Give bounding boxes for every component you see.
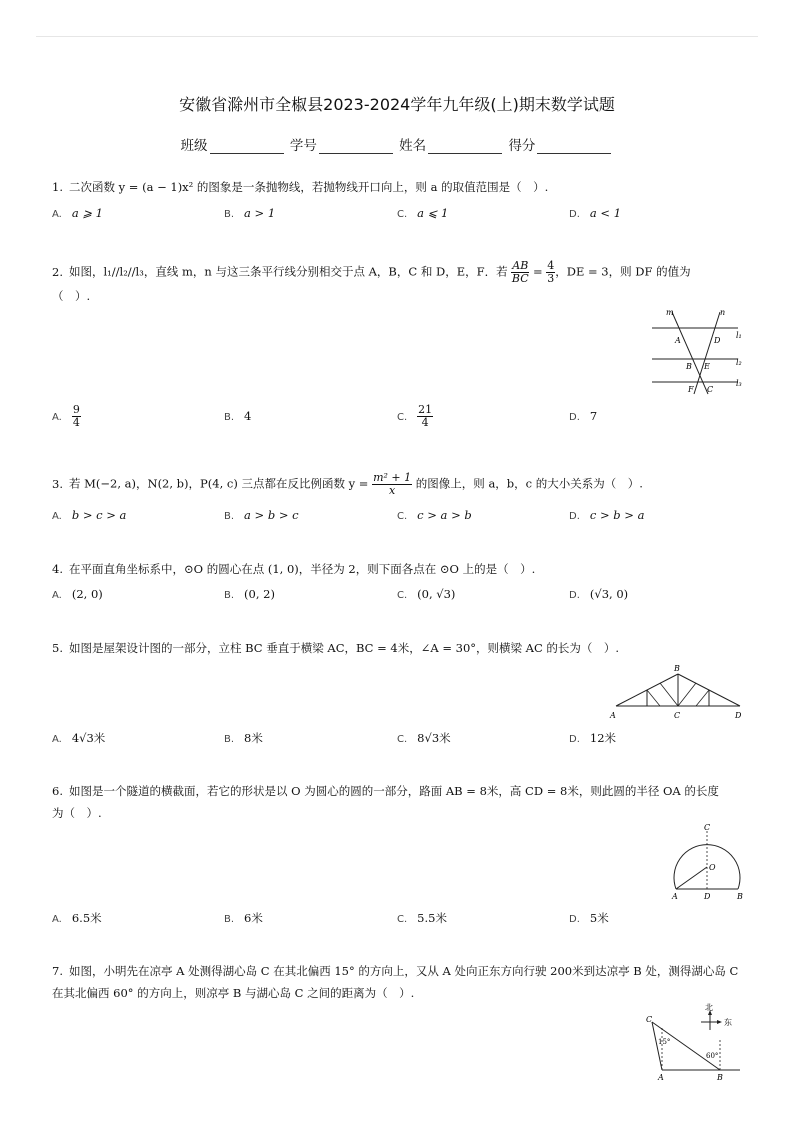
label-c: C — [674, 711, 681, 720]
question-1 — [52, 176, 742, 198]
label-l2: l₂ — [736, 358, 742, 367]
page-title: 安徽省滁州市全椒县2023-2024学年九年级(上)期末数学试题 — [179, 95, 615, 114]
label-a: A — [658, 1073, 664, 1082]
option-c[interactable]: C. 5.5米 — [397, 911, 447, 925]
label-c: C — [704, 823, 711, 832]
question-text-part3: （ ）. — [52, 289, 91, 303]
question-text-part1: 若 M(−2, a)，N(2, b)，P(4, c) 三点都在反比例函数 y = — [68, 476, 369, 491]
option-c[interactable]: C. $\frac{21}{4}$ — [397, 403, 433, 429]
question-text: 在平面直角坐标系中，⊙O 的圆心在点 (1, 0)，半径为 2，则下面各点在 ⊙O 上的是（ ）. — [68, 562, 536, 576]
option-d[interactable]: D. 7 — [569, 409, 598, 423]
brace-1 — [647, 690, 660, 706]
label-m: m — [666, 308, 674, 317]
option-b[interactable]: B. a > b > c — [224, 508, 299, 522]
option-b[interactable]: B. 8米 — [224, 731, 263, 745]
question-number: 4. — [52, 562, 63, 576]
radius-oa — [676, 867, 707, 889]
question-number: 7. — [52, 964, 63, 978]
option-a[interactable]: A. a ⩾ 1 — [52, 206, 103, 220]
tunnel-circle-figure — [664, 822, 750, 902]
label-l3: l₃ — [736, 379, 742, 388]
option-b[interactable]: B. (0, 2) — [224, 587, 275, 601]
option-c[interactable]: C. c > a > b — [397, 508, 472, 522]
option-d[interactable]: D. a < 1 — [569, 206, 622, 220]
ratio-ab-bc: $\frac{AB}{BC}$ — [511, 259, 529, 285]
option-d[interactable]: D. 12米 — [569, 731, 617, 745]
east-arrowhead-icon — [717, 1020, 722, 1024]
option-b[interactable]: B. 6米 — [224, 911, 263, 925]
option-b[interactable]: B. a > 1 — [224, 206, 276, 220]
option-a[interactable]: A. 6.5米 — [52, 911, 102, 925]
question-4 — [52, 558, 742, 580]
segment-ac — [652, 1022, 662, 1070]
label-n: n — [720, 308, 726, 317]
option-c[interactable]: C. 8√3米 — [397, 731, 451, 745]
angle-15-label: 15° — [658, 1038, 671, 1046]
question-2: 2. 如图，l₁//l₂//l₃，直线 m，n 与这三条平行线分别相交于点 A，B，C 和 D，E，F．若 $\frac{AB}{BC}$ = $\frac{4}{3}$ ，DE = 3，则 DF 的值为 （ ）. — [52, 259, 691, 303]
option-c[interactable]: C. a ⩽ 1 — [397, 206, 449, 220]
north-label: 北 — [705, 1003, 713, 1012]
option-a[interactable]: A. 4√3米 — [52, 731, 106, 745]
label-b: B — [674, 664, 680, 673]
label-b: B — [686, 362, 692, 371]
label-a: A — [610, 711, 616, 720]
question-7 — [52, 960, 742, 1004]
question-number: 3. — [52, 476, 63, 491]
brace-4 — [696, 690, 709, 706]
question-number: 5. — [52, 641, 63, 655]
question-number: 2. — [52, 264, 63, 279]
label-c: C — [707, 385, 714, 394]
question-text-part1: 如图，l₁//l₂//l₃，直线 m，n 与这三条平行线分别相交于点 A，B，C 和 D，E，F．若 — [68, 264, 508, 279]
question-text: 如图是一个隧道的横截面，若它的形状是以 O 为圆心的圆的一部分，路面 AB = 8米，高 CD = 8米，则此圆的半径 OA 的长度 — [68, 784, 719, 798]
lake-island-figure — [640, 1000, 750, 1086]
label-l1: l₁ — [736, 331, 742, 340]
question-text: 如图是屋架设计图的一部分，立柱 BC 垂直于横梁 AC，BC = 4米，∠A = 30°，则横梁 AC 的长为（ ）. — [68, 641, 620, 655]
student-info-line — [0, 134, 794, 154]
angle-60-label: 60° — [706, 1052, 719, 1060]
label-a: A — [672, 892, 678, 901]
question-5 — [52, 637, 742, 659]
roof-truss-figure — [608, 662, 748, 722]
question-6 — [52, 780, 742, 824]
option-c[interactable]: C. (0, √3) — [397, 587, 456, 601]
label-d: D — [735, 711, 742, 720]
function-fraction: $\frac{\text{m² + 1}}{x}$ — [373, 471, 412, 497]
option-a[interactable]: A. (2, 0) — [52, 587, 103, 601]
option-b[interactable]: B. 4 — [224, 409, 252, 423]
question-number: 1. — [52, 180, 63, 194]
east-label: 东 — [724, 1018, 732, 1027]
question-3 — [52, 472, 742, 497]
option-a[interactable]: A. $\frac{9}{4}$ — [52, 403, 80, 429]
option-d[interactable]: D. 5米 — [569, 911, 609, 925]
label-c: C — [646, 1015, 653, 1024]
class-blank[interactable] — [210, 139, 284, 154]
question-text-line2: 在其北偏西 60° 的方向上，则凉亭 B 与湖心岛 C 之间的距离为（ ）. — [52, 986, 415, 1000]
question-text-part2: 的图像上，则 a，b，c 的大小关系为（ ）. — [415, 476, 643, 491]
brace-2 — [660, 683, 678, 706]
label-d: D — [714, 336, 721, 345]
option-a[interactable]: A. b > c > a — [52, 508, 127, 522]
parallel-lines-figure — [646, 306, 746, 398]
name-label: 姓名 — [399, 138, 427, 154]
label-f: F — [688, 385, 694, 394]
number-blank[interactable] — [319, 139, 393, 154]
number-label: 学号 — [289, 138, 317, 154]
top-rule — [36, 36, 758, 37]
option-d[interactable]: D. c > b > a — [569, 508, 645, 522]
name-blank[interactable] — [428, 139, 502, 154]
question-text: 如图，小明先在凉亭 A 处测得湖心岛 C 在其北偏西 15° 的方向上，又从 A 处向正东方向行驶 200米到达凉亭 B 处，测得湖心岛 C — [68, 964, 739, 978]
score-label: 得分 — [508, 138, 536, 154]
label-b: B — [737, 892, 743, 901]
label-e: E — [704, 362, 710, 371]
class-label: 班级 — [180, 138, 208, 154]
question-text: 二次函数 y = (a − 1)x² 的图象是一条抛物线，若抛物线开口向上，则 a 的取值范围是（ ）. — [68, 180, 549, 194]
question-text-line2: 为（ ）. — [52, 806, 102, 820]
score-blank[interactable] — [537, 139, 611, 154]
ratio-value: $\frac{4}{3}$ — [547, 259, 555, 285]
label-a: A — [675, 336, 681, 345]
question-text-part2: ，DE = 3，则 DF 的值为 — [555, 264, 691, 279]
label-b: B — [717, 1073, 723, 1082]
question-number: 6. — [52, 784, 63, 798]
label-d: D — [704, 892, 711, 901]
label-o: O — [709, 863, 716, 872]
brace-3 — [678, 683, 696, 706]
option-d[interactable]: D. (√3, 0) — [569, 587, 629, 601]
